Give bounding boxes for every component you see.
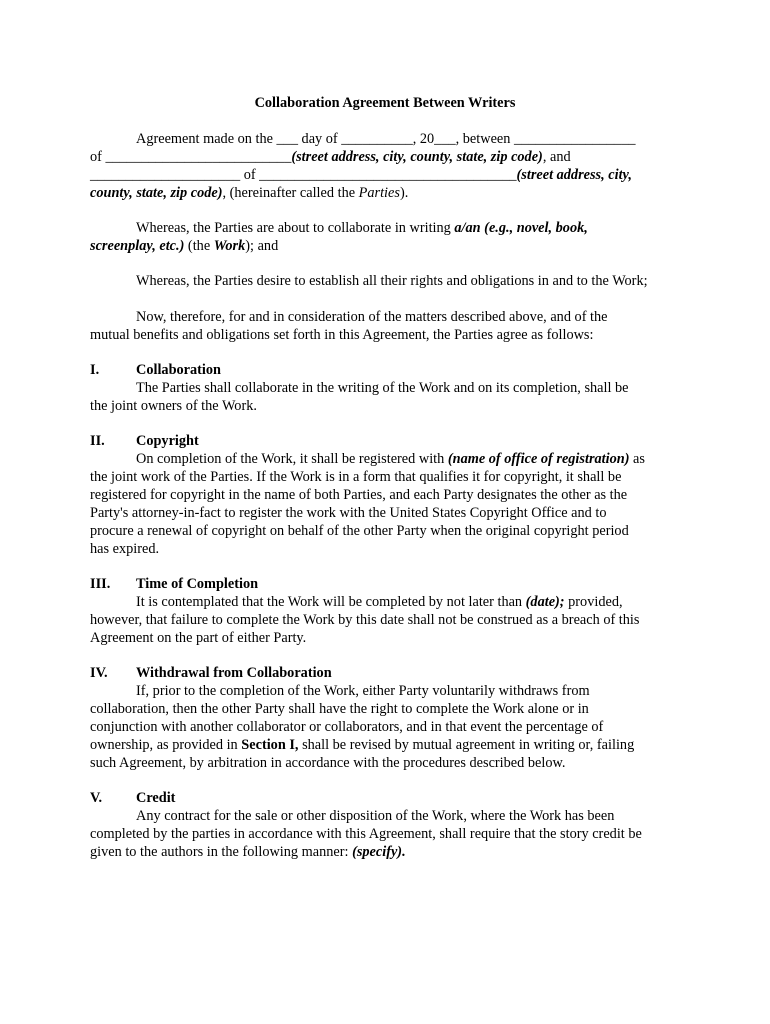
section-4-line-5: such Agreement, by arbitration in accordance with the procedures described below. [90, 755, 566, 771]
section-3-heading: Time of Completion [136, 576, 259, 592]
section-2-heading: Copyright [136, 433, 199, 449]
section-1-number: I. [90, 362, 100, 378]
section-1-line-2: the joint owners of the Work. [90, 398, 257, 414]
whereas-1-line-2: screenplay, etc.) (the Work); and [90, 238, 279, 254]
section-3-number: III. [90, 576, 111, 592]
document-title: Collaboration Agreement Between Writers [254, 95, 516, 111]
section-2-number: II. [90, 433, 105, 449]
section-1-heading: Collaboration [136, 362, 221, 378]
section-5-line-1: Any contract for the sale or other disposition of the Work, where the Work has been [136, 808, 615, 824]
section-4-line-1: If, prior to the completion of the Work, either Party voluntarily withdraws from [136, 683, 590, 699]
section-2-line-6: has expired. [90, 541, 160, 557]
intro-line-3: _____________________ of ____________________________________(street address, city, [90, 167, 632, 183]
section-5-heading: Credit [136, 790, 176, 806]
section-4-number: IV. [90, 665, 108, 681]
section-3-line-3: Agreement on the part of either Party. [90, 630, 307, 646]
section-5-line-2: completed by the parties in accordance with this Agreement, shall require that the story credit be [90, 826, 642, 842]
whereas-2: Whereas, the Parties desire to establish all their rights and obligations in and to the Work; [136, 273, 648, 289]
whereas-1-line-1: Whereas, the Parties are about to collaborate in writing a/an (e.g., novel, book, [136, 220, 588, 236]
section-4-line-2: collaboration, then the other Party shall have the right to complete the Work alone or in [90, 701, 589, 717]
section-2-line-5: procure a renewal of copyright on behalf of the other Party when the original copyright period [90, 523, 629, 539]
section-5-number: V. [90, 790, 103, 806]
now-therefore-line-2: mutual benefits and obligations set forth in this Agreement, the Parties agree as follows: [90, 327, 594, 343]
section-3-line-2: however, that failure to complete the Work by this date shall not be construed as a breach of this [90, 612, 640, 628]
section-5-line-3: given to the authors in the following manner: (specify). [90, 844, 406, 860]
section-2-line-3: registered for copyright in the name of both Parties, and each Party designates the other as the [90, 487, 628, 503]
now-therefore-line-1: Now, therefore, for and in consideration of the matters described above, and of the [136, 309, 608, 325]
section-1-line-1: The Parties shall collaborate in the writing of the Work and on its completion, shall be [136, 380, 629, 396]
intro-line-2: of __________________________(street address, city, county, state, zip code), and [90, 149, 571, 165]
section-2-line-1: On completion of the Work, it shall be registered with (name of office of registration) as [136, 451, 645, 467]
section-4-line-3: conjunction with another collaborator or collaborators, and in that event the percentage of [90, 719, 604, 735]
section-2-line-4: Party's attorney-in-fact to register the work with the United States Copyright Office and to [90, 505, 607, 521]
intro-line-1: Agreement made on the ___ day of __________, 20___, between _________________ [136, 131, 636, 147]
section-3-line-1: It is contemplated that the Work will be completed by not later than (date); provided, [136, 594, 623, 610]
section-2-line-2: the joint work of the Parties. If the Work is in a form that qualifies it for copyright, it shall be [90, 469, 622, 485]
section-4-line-4: ownership, as provided in Section I, shall be revised by mutual agreement in writing or, failing [90, 737, 635, 753]
section-4-heading: Withdrawal from Collaboration [136, 665, 332, 681]
intro-line-4: county, state, zip code), (hereinafter called the Parties). [90, 185, 409, 201]
